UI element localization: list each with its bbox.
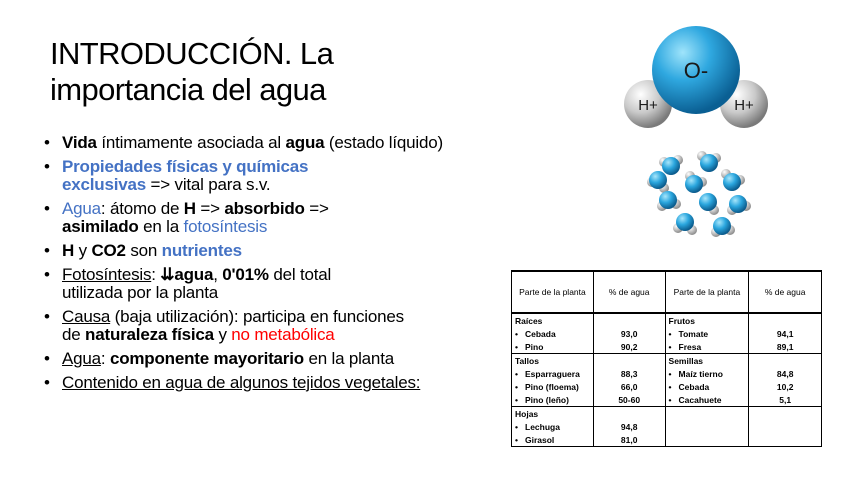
table-row: • Pino (floema) 66,0 • Cebada 10,2 (512, 380, 822, 393)
table-header-row (512, 271, 822, 313)
table-row: Raíces Frutos (512, 313, 822, 327)
header-part-right: Parte de la planta (665, 271, 749, 313)
table-row: • Girasol 81,0 (512, 433, 822, 447)
bullet-agua-atomo: • Agua: átomo de H => absorbido => asimilado en la fotosíntesis (44, 200, 514, 236)
header-water-right: % de agua (749, 271, 822, 313)
water-content-table (511, 270, 822, 447)
table-row: Hojas (512, 407, 822, 421)
table-row: • Lechuga 94,8 (512, 420, 822, 433)
bullet-nutrientes: • H y CO2 son nutrientes (44, 242, 514, 260)
bullet-propiedades: • Propiedades físicas y químicas exclusivas => vital para s.v. (44, 158, 514, 194)
water-molecule-image (622, 22, 782, 140)
slide-title (50, 36, 470, 108)
table-row: • Pino 90,2 • Fresa 89,1 (512, 340, 822, 354)
bullet-fotosintesis: • Fotosíntesis: ⇊agua, 0'01% del total utilizada por la planta (44, 266, 514, 302)
water-lattice-image (642, 144, 754, 244)
header-part-left: Parte de la planta (512, 271, 594, 313)
table-row: Tallos Semillas (512, 354, 822, 368)
bullet-componente: • Agua: componente mayoritario en la planta (44, 350, 514, 368)
table-row: • Cebada 93,0 • Tomate 94,1 (512, 327, 822, 340)
bullet-vida: • Vida íntimamente asociada al agua (estado líquido) (44, 134, 514, 152)
oxygen-label: O- (683, 58, 709, 83)
title-line-2: importancia del agua (50, 72, 326, 107)
table-row: • Esparraguera 88,3 • Maíz tierno 84,8 (512, 367, 822, 380)
hydrogen-left-label: H+ (638, 97, 658, 114)
bullet-causa: • Causa (baja utilización): participa en funciones de naturaleza física y no metabólica (44, 308, 514, 344)
hydrogen-right-label: H+ (734, 97, 754, 114)
header-water-left: % de agua (593, 271, 665, 313)
bullet-list (44, 134, 514, 398)
bullet-contenido: • Contenido en agua de algunos tejidos vegetales: (44, 374, 514, 392)
title-line-1: INTRODUCCIÓN. La (50, 36, 334, 71)
table-row: • Pino (leño) 50-60 • Cacahuete 5,1 (512, 393, 822, 407)
